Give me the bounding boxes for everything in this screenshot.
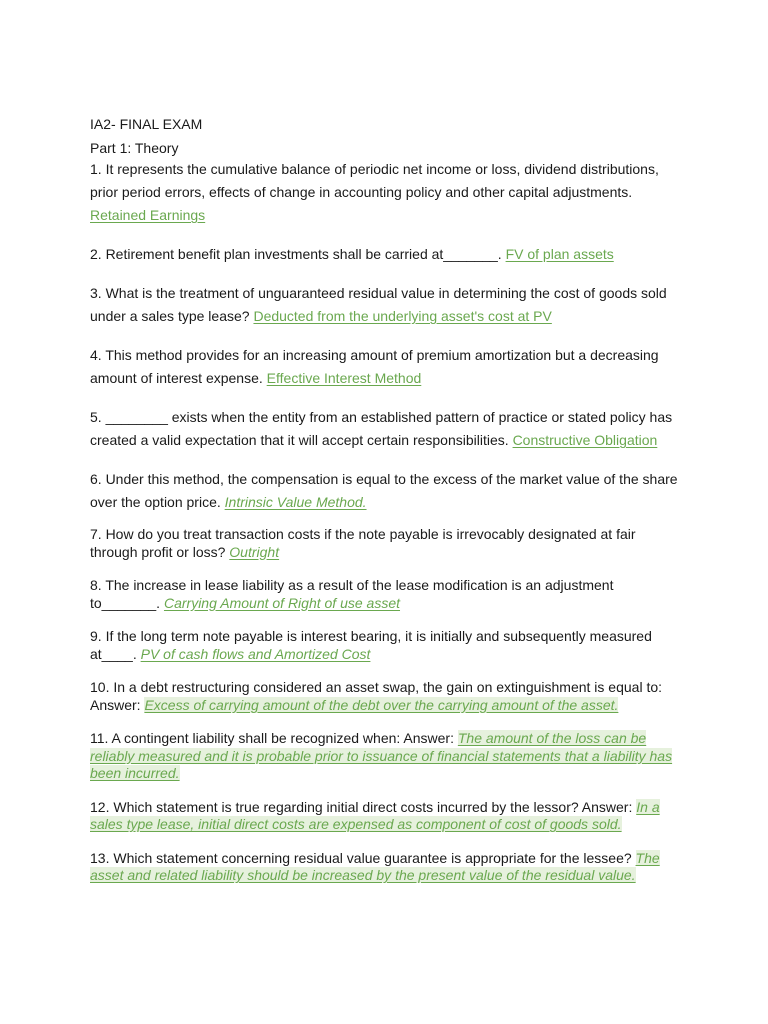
question-1: 1. It represents the cumulative balance of periodic net income or loss, dividend distributions, prior period errors, effects of change in accounting policy and other capital adjustments. Retained Earnings <box>90 161 659 223</box>
exam-content <box>90 114 680 885</box>
answer-2: FV of plan assets <box>505 246 614 262</box>
question-4: 4. This method provides for an increasing amount of premium amortization but a decreasing amount of interest expense. Effective Interest Method <box>90 347 659 386</box>
exam-title: IA2- FINAL EXAM <box>90 116 203 132</box>
answer-11: The amount of the loss can be reliably measured and it is probable prior to issuance of financial statements that a liability has been incurred. <box>90 730 673 781</box>
answer-1: Retained Earnings <box>90 207 206 223</box>
question-12: 12. Which statement is true regarding initial direct costs incurred by the lessor? Answer: In a sales type lease, initial direct costs are expensed as component of cost of goods sold. <box>90 798 660 832</box>
answer-6: Intrinsic Value Method. <box>224 494 367 510</box>
question-3: 3. What is the treatment of unguaranteed residual value in determining the cost of goods sold under a sales type lease? Deducted from the underlying asset's cost at PV <box>90 285 667 324</box>
exam-subtitle: Part 1: Theory <box>90 140 179 156</box>
answer-13: The asset and related liability should be increased by the present value of the residual value. <box>90 849 660 883</box>
question-2: 2. Retirement benefit plan investments shall be carried at_______. FV of plan assets <box>90 246 614 262</box>
answer-10: Excess of carrying amount of the debt over the carrying amount of the asset. <box>144 696 619 713</box>
answer-3: Deducted from the underlying asset's cost at PV <box>253 308 552 324</box>
question-5: 5. ________ exists when the entity from an established pattern of practice or stated policy has created a valid expectation that it will accept certain responsibilities. Constructive Obligation <box>90 409 673 448</box>
question-11: 11. A contingent liability shall be recognized when: Answer: The amount of the loss can be reliably measured and it is probable prior to issuance of financial statements that a liability has been incurred. <box>90 730 673 781</box>
question-10: 10. In a debt restructuring considered an asset swap, the gain on extinguishment is equal to: Answer: Excess of carrying amount of the debt over the carrying amount of the asset. <box>90 679 663 713</box>
question-13: 13. Which statement concerning residual value guarantee is appropriate for the lessee? The asset and related liability should be increased by the present value of the residual value. <box>90 849 660 883</box>
question-8: 8. The increase in lease liability as a result of the lease modification is an adjustment to_______. Carrying Amount of Right of use asset <box>90 577 614 611</box>
answer-7: Outright <box>229 543 280 560</box>
answer-4: Effective Interest Method <box>266 370 422 386</box>
answer-12: In a sales type lease, initial direct costs are expensed as component of cost of goods sold. <box>90 798 660 832</box>
question-7: 7. How do you treat transaction costs if the note payable is irrevocably designated at fair through profit or loss? Outright <box>90 526 636 560</box>
answer-9: PV of cash flows and Amortized Cost <box>140 645 371 662</box>
question-6: 6. Under this method, the compensation is equal to the excess of the market value of the share over the option price. Intrinsic Value Method. <box>90 471 678 510</box>
answer-8: Carrying Amount of Right of use asset <box>163 594 401 611</box>
answer-5: Constructive Obligation <box>512 432 658 448</box>
question-9: 9. If the long term note payable is interest bearing, it is initially and subsequently measured at____. PV of cash flows and Amortized Cost <box>90 628 652 662</box>
